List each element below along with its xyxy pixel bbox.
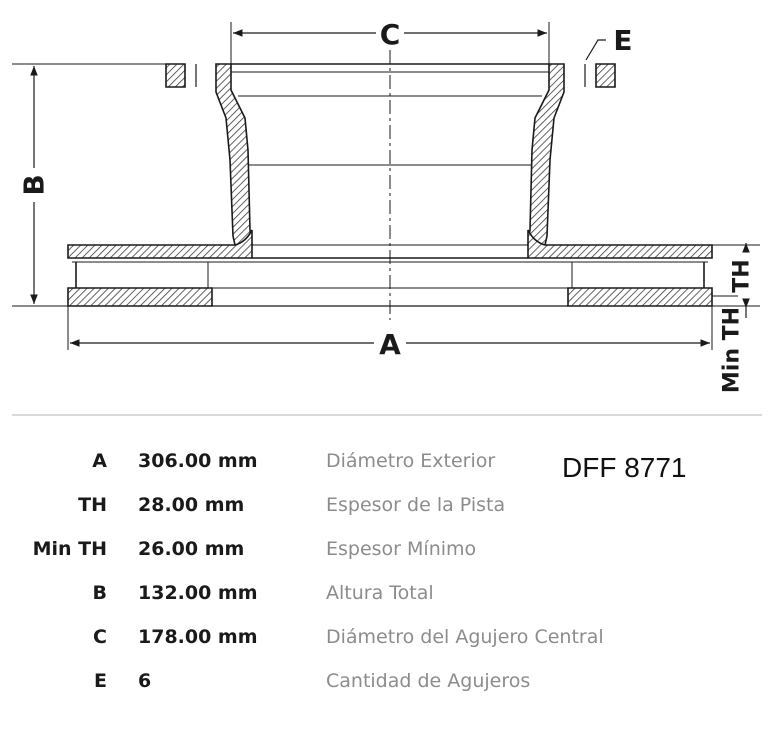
- spec-value: 306.00 mm: [138, 450, 258, 472]
- hat-wall-right: [528, 64, 564, 245]
- spec-row-b: [0, 572, 779, 616]
- spec-key: TH: [78, 494, 107, 516]
- spec-value: 132.00 mm: [138, 582, 258, 604]
- dimension-th: [712, 243, 760, 308]
- hat-flange-right: [585, 64, 615, 87]
- spec-row-min-th: [0, 528, 779, 572]
- spec-value: 6: [138, 670, 152, 692]
- spec-description: Diámetro Exterior: [326, 450, 496, 472]
- friction-plate-top-left: [68, 230, 252, 258]
- hat-wall-left: [216, 64, 252, 245]
- spec-value: 28.00 mm: [138, 494, 245, 516]
- dimension-label-b: B: [17, 174, 51, 196]
- dimension-label-e: E: [613, 24, 633, 57]
- dimension-label-a: A: [379, 328, 401, 361]
- spec-row-a: [0, 440, 779, 484]
- spec-value: 178.00 mm: [138, 626, 258, 648]
- spec-description: Diámetro del Agujero Central: [326, 626, 604, 648]
- dimension-e: [586, 24, 633, 60]
- spec-key: C: [93, 626, 107, 648]
- spec-key: A: [92, 450, 107, 472]
- hat-flange-left: [166, 64, 196, 87]
- dimension-label-th: TH: [729, 259, 755, 293]
- friction-plate-top-right: [528, 230, 712, 258]
- spec-key: E: [94, 670, 107, 692]
- dimension-label-c: C: [379, 18, 401, 51]
- section-divider: [12, 414, 762, 416]
- spec-description: Altura Total: [326, 582, 434, 604]
- spec-value: 26.00 mm: [138, 538, 245, 560]
- spec-row-c: [0, 616, 779, 660]
- spec-description: Espesor Mínimo: [326, 538, 477, 560]
- dimension-min-th: [712, 296, 746, 393]
- dimension-label-min-th: Min TH: [719, 306, 745, 394]
- spec-description: Cantidad de Agujeros: [326, 670, 531, 692]
- part-number: DFF 8771: [562, 452, 687, 483]
- dimension-b: [12, 64, 166, 306]
- spec-row-e: [0, 660, 779, 704]
- dimension-a: [68, 306, 712, 361]
- spec-key: B: [92, 582, 107, 604]
- spec-key: Min TH: [32, 538, 107, 560]
- friction-plate-bottom-right: [568, 288, 712, 306]
- spec-row-th: [0, 484, 779, 528]
- spec-description: Espesor de la Pista: [326, 494, 506, 516]
- friction-plate-bottom-left: [68, 288, 212, 306]
